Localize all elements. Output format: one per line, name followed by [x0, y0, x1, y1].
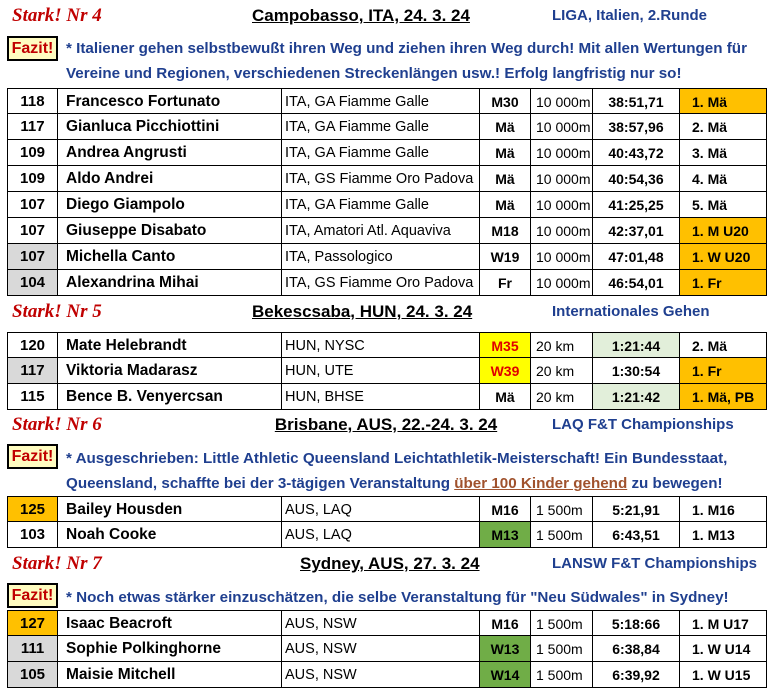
competition-name: LANSW F&T Championships	[552, 555, 757, 572]
result-time: 38:57,96	[593, 114, 680, 140]
athlete-name: Maisie Mitchell	[58, 662, 282, 688]
table-row	[7, 218, 767, 244]
result-time: 41:25,25	[593, 192, 680, 218]
club-name: ITA, Passologico	[282, 244, 480, 270]
age-class: M35	[480, 332, 531, 358]
fazit-label: Fazit!	[7, 36, 58, 61]
athlete-name: Isaac Beacroft	[58, 610, 282, 636]
distance: 1 500m	[531, 636, 593, 662]
table-row	[7, 636, 767, 662]
placement: 1. W U20	[680, 244, 767, 270]
table-row	[7, 662, 767, 688]
athlete-name: Michella Canto	[58, 244, 282, 270]
fazit-text-start: * Ausgeschrieben: Little Athletic Queensland Leichtathletik-Meisterschaft! Ein Bundesstaat, Queensland, schaffte bei der 3-tägigen Veranstaltung	[66, 450, 728, 492]
bib-number: 118	[7, 88, 58, 114]
club-name: ITA, GS Fiamme Oro Padova	[282, 166, 480, 192]
bib-number: 104	[7, 270, 58, 296]
result-time: 1:21:42	[593, 384, 680, 410]
distance: 20 km	[531, 358, 593, 384]
athlete-name: Alexandrina Mihai	[58, 270, 282, 296]
result-time: 5:18:66	[593, 610, 680, 636]
placement: 2. Mä	[680, 332, 767, 358]
bib-number: 127	[7, 610, 58, 636]
distance: 1 500m	[531, 610, 593, 636]
bib-number: 107	[7, 218, 58, 244]
table-row	[7, 244, 767, 270]
stark-title: Stark! Nr 4	[12, 5, 102, 26]
placement: 1. M U17	[680, 610, 767, 636]
club-name: AUS, NSW	[282, 636, 480, 662]
placement: 1. W U14	[680, 636, 767, 662]
age-class: M30	[480, 88, 531, 114]
placement: 3. Mä	[680, 140, 767, 166]
athlete-name: Diego Giampolo	[58, 192, 282, 218]
bib-number: 117	[7, 114, 58, 140]
placement: 5. Mä	[680, 192, 767, 218]
club-name: ITA, GA Fiamme Galle	[282, 140, 480, 166]
club-name: AUS, NSW	[282, 662, 480, 688]
bib-number: 105	[7, 662, 58, 688]
athlete-name: Giuseppe Disabato	[58, 218, 282, 244]
placement: 1. M U20	[680, 218, 767, 244]
result-time: 6:43,51	[593, 522, 680, 548]
bib-number: 103	[7, 522, 58, 548]
section-header	[0, 413, 783, 437]
age-class: W13	[480, 636, 531, 662]
club-name: HUN, NYSC	[282, 332, 480, 358]
fazit-label: Fazit!	[7, 444, 58, 469]
result-time: 6:39,92	[593, 662, 680, 688]
club-name: ITA, GA Fiamme Galle	[282, 192, 480, 218]
placement: 1. Mä, PB	[680, 384, 767, 410]
result-time: 40:43,72	[593, 140, 680, 166]
event-title: Brisbane, AUS, 22.-24. 3. 24	[274, 415, 498, 434]
table-row	[7, 332, 767, 358]
placement: 2. Mä	[680, 114, 767, 140]
section-header	[0, 552, 783, 576]
age-class: Fr	[480, 270, 531, 296]
bib-number: 111	[7, 636, 58, 662]
placement: 4. Mä	[680, 166, 767, 192]
event-title: Campobasso, ITA, 24. 3. 24	[252, 6, 470, 25]
stark-title: Stark! Nr 6	[12, 414, 102, 435]
table-row	[7, 358, 767, 384]
distance: 10 000m	[531, 192, 593, 218]
results-table	[7, 332, 767, 410]
distance: 10 000m	[531, 270, 593, 296]
distance: 20 km	[531, 332, 593, 358]
result-time: 6:38,84	[593, 636, 680, 662]
age-class: M13	[480, 522, 531, 548]
table-row	[7, 140, 767, 166]
distance: 10 000m	[531, 114, 593, 140]
fazit-label: Fazit!	[7, 583, 58, 608]
table-row	[7, 522, 767, 548]
bib-number: 125	[7, 496, 58, 522]
result-time: 42:37,01	[593, 218, 680, 244]
distance: 20 km	[531, 384, 593, 410]
age-class: M16	[480, 610, 531, 636]
fazit-text-end: zu bewegen!	[627, 475, 723, 492]
stark-title: Stark! Nr 7	[12, 553, 102, 574]
table-row	[7, 88, 767, 114]
bib-number: 107	[7, 244, 58, 270]
athlete-name: Sophie Polkinghorne	[58, 636, 282, 662]
age-class: Mä	[480, 192, 531, 218]
distance: 1 500m	[531, 496, 593, 522]
placement: 1. M13	[680, 522, 767, 548]
results-table	[7, 88, 767, 296]
age-class: Mä	[480, 114, 531, 140]
athlete-name: Noah Cooke	[58, 522, 282, 548]
distance: 1 500m	[531, 522, 593, 548]
club-name: HUN, UTE	[282, 358, 480, 384]
athlete-name: Mate Helebrandt	[58, 332, 282, 358]
club-name: AUS, LAQ	[282, 496, 480, 522]
placement: 1. Fr	[680, 358, 767, 384]
result-time: 5:21,91	[593, 496, 680, 522]
athlete-name: Francesco Fortunato	[58, 88, 282, 114]
result-time: 47:01,48	[593, 244, 680, 270]
age-class: W39	[480, 358, 531, 384]
bib-number: 109	[7, 140, 58, 166]
athlete-name: Bailey Housden	[58, 496, 282, 522]
athlete-name: Gianluca Picchiottini	[58, 114, 282, 140]
bib-number: 107	[7, 192, 58, 218]
competition-name: LAQ F&T Championships	[552, 416, 734, 433]
bib-number: 117	[7, 358, 58, 384]
bib-number: 109	[7, 166, 58, 192]
age-class: W19	[480, 244, 531, 270]
club-name: ITA, Amatori Atl. Aquaviva	[282, 218, 480, 244]
event-title: Sydney, AUS, 27. 3. 24	[300, 554, 480, 573]
age-class: W14	[480, 662, 531, 688]
age-class: Mä	[480, 166, 531, 192]
athlete-name: Bence B. Venyercsan	[58, 384, 282, 410]
club-name: AUS, LAQ	[282, 522, 480, 548]
placement: 1. Fr	[680, 270, 767, 296]
table-row	[7, 610, 767, 636]
result-time: 38:51,71	[593, 88, 680, 114]
results-table	[7, 610, 767, 688]
result-time: 40:54,36	[593, 166, 680, 192]
table-row	[7, 192, 767, 218]
bib-number: 115	[7, 384, 58, 410]
section-header	[0, 4, 783, 28]
stark-title: Stark! Nr 5	[12, 301, 102, 322]
club-name: ITA, GA Fiamme Galle	[282, 114, 480, 140]
club-name: HUN, BHSE	[282, 384, 480, 410]
club-name: ITA, GA Fiamme Galle	[282, 88, 480, 114]
fazit-text: * Noch etwas stärker einzuschätzen, die selbe Veranstaltung für "Neu Südwales" in Sydney!	[66, 589, 729, 606]
competition-name: Internationales Gehen	[552, 303, 710, 320]
fazit-text	[66, 446, 780, 496]
distance: 10 000m	[531, 218, 593, 244]
competition-name: LIGA, Italien, 2.Runde	[552, 7, 708, 24]
age-class: M16	[480, 496, 531, 522]
fazit-text: * Italiener gehen selbstbewußt ihren Weg und ziehen ihren Weg durch! Mit allen Wertungen für Vereine und Regionen, verschiedenen Streckenlängen usw.! Erfolg langfristig nur so!	[66, 40, 747, 82]
event-title: Bekescsaba, HUN, 24. 3. 24	[252, 302, 473, 321]
athlete-name: Andrea Angrusti	[58, 140, 282, 166]
age-class: Mä	[480, 140, 531, 166]
result-time: 46:54,01	[593, 270, 680, 296]
athlete-name: Viktoria Madarasz	[58, 358, 282, 384]
distance: 1 500m	[531, 662, 593, 688]
table-row	[7, 270, 767, 296]
distance: 10 000m	[531, 140, 593, 166]
result-time: 1:30:54	[593, 358, 680, 384]
distance: 10 000m	[531, 244, 593, 270]
table-row	[7, 496, 767, 522]
placement: 1. W U15	[680, 662, 767, 688]
club-name: ITA, GS Fiamme Oro Padova	[282, 270, 480, 296]
table-row	[7, 166, 767, 192]
table-row	[7, 114, 767, 140]
placement: 1. M16	[680, 496, 767, 522]
fazit-highlight: über 100 Kinder gehend	[454, 475, 628, 492]
placement: 1. Mä	[680, 88, 767, 114]
table-row	[7, 384, 767, 410]
distance: 10 000m	[531, 88, 593, 114]
athlete-name: Aldo Andrei	[58, 166, 282, 192]
section-header	[0, 300, 783, 324]
age-class: M18	[480, 218, 531, 244]
distance: 10 000m	[531, 166, 593, 192]
age-class: Mä	[480, 384, 531, 410]
bib-number: 120	[7, 332, 58, 358]
club-name: AUS, NSW	[282, 610, 480, 636]
result-time: 1:21:44	[593, 332, 680, 358]
results-table	[7, 496, 767, 548]
